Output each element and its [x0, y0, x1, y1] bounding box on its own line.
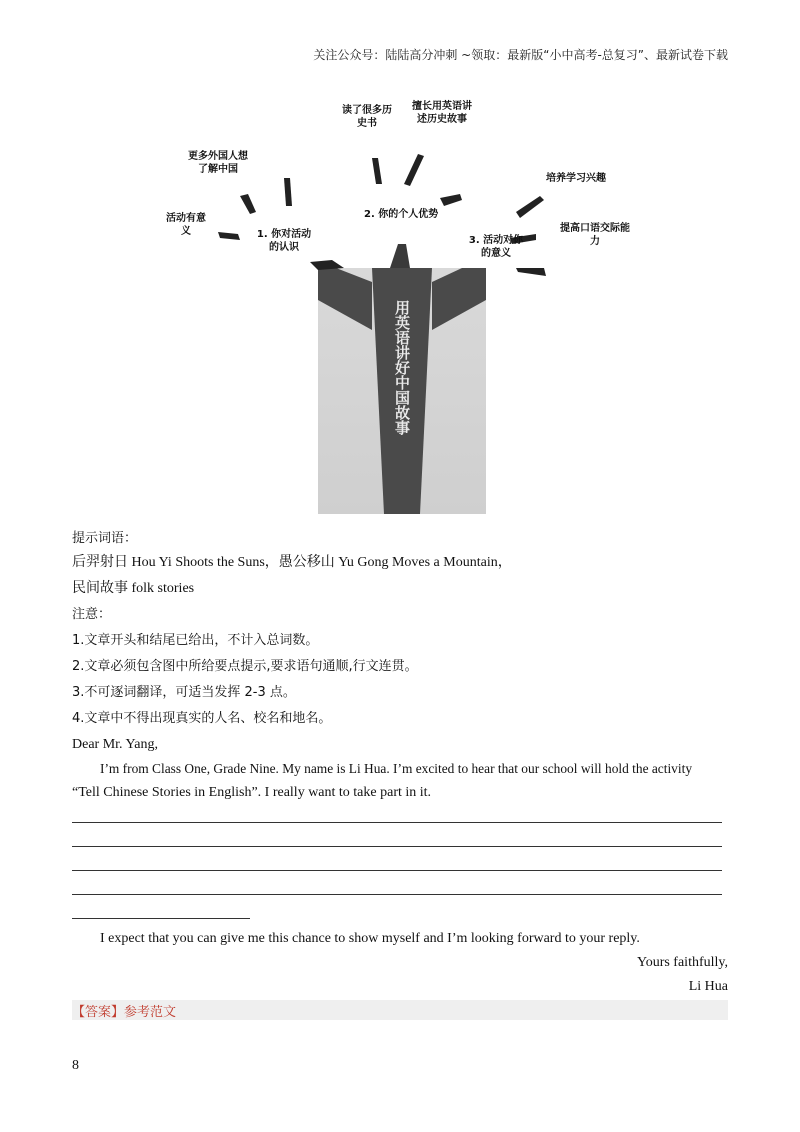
branch-left: [318, 268, 372, 330]
writing-line-short: [72, 918, 250, 919]
leaf-label-6: 提高口语交际能力: [560, 223, 630, 247]
note-item-2: 2.文章必须包含图中所给要点提示,要求语句通顺,行文连贯。: [72, 659, 418, 674]
stroke-3: [240, 194, 256, 214]
letter-opening-line-1: I’m from Class One, Grade Nine. My name is Li Hua. I’m excited to hear that our school will hold the activity: [100, 761, 693, 776]
page-header: 关注公众号：陆陆高分冲刺 ~领取：最新版“小中高考-总复习”、最新试卷下载: [313, 48, 728, 62]
letter-opening-line-2: “Tell Chinese Stories in English”. I really want to take part in it.: [72, 785, 432, 800]
note-item-1: 1.文章开头和结尾已给出，不计入总词数。: [72, 633, 319, 648]
hints-title: 提示词语：: [72, 531, 138, 546]
leaf-label-2: 更多外国人想了解中国: [188, 151, 248, 175]
writing-line: [72, 894, 722, 895]
trunk-title: 用英语讲好中国故事: [393, 300, 411, 435]
stroke-8: [516, 196, 544, 218]
branch-label-3: 3. 活动对你的意义: [468, 235, 524, 259]
letter-salutation: Dear Mr. Yang,: [72, 737, 158, 752]
branch-label-2: 2. 你的个人优势: [364, 209, 439, 220]
branch-label-1: 1. 你对活动的认识: [256, 229, 312, 253]
writing-line: [72, 846, 722, 847]
note-item-4: 4.文章中不得出现真实的人名、校名和地名。: [72, 711, 332, 726]
leaf-label-4: 擅长用英语讲述历史故事: [412, 101, 472, 125]
letter-signature: Li Hua: [688, 979, 728, 994]
stroke-10: [516, 268, 546, 276]
mind-map-tree-figure: [0, 0, 800, 520]
stroke-6: [404, 154, 424, 186]
leaf-label-5: 培养学习兴趣: [546, 173, 606, 184]
letter-signoff: Yours faithfully,: [636, 955, 728, 970]
page-number: 8: [72, 1058, 79, 1073]
writing-line: [72, 870, 722, 871]
writing-line: [72, 822, 722, 823]
leaf-label-3: 读了很多历史书: [342, 105, 392, 129]
note-item-3: 3.不可逐词翻译，可适当发挥 2-3 点。: [72, 685, 296, 700]
answer-label: 【答案】参考范文: [72, 1005, 177, 1020]
stroke-7: [440, 194, 462, 206]
hints-line-1: 后羿射日 Hou Yi Shoots the Suns，愚公移山 Yu Gong Moves a Mountain，: [72, 555, 512, 570]
tree-drawing: [0, 0, 800, 520]
branch-center: [390, 244, 410, 268]
leaf-label-1: 活动有意义: [166, 213, 206, 237]
stroke-5: [372, 158, 382, 184]
letter-closing: I expect that you can give me this chance to show myself and I’m looking forward to your reply.: [100, 931, 640, 946]
stroke-2: [218, 232, 240, 240]
hints-line-2: 民间故事 folk stories: [72, 581, 195, 596]
notes-title: 注意：: [72, 607, 112, 622]
branch-right: [432, 268, 486, 330]
stroke-4: [284, 178, 292, 206]
stroke-1: [310, 260, 344, 270]
